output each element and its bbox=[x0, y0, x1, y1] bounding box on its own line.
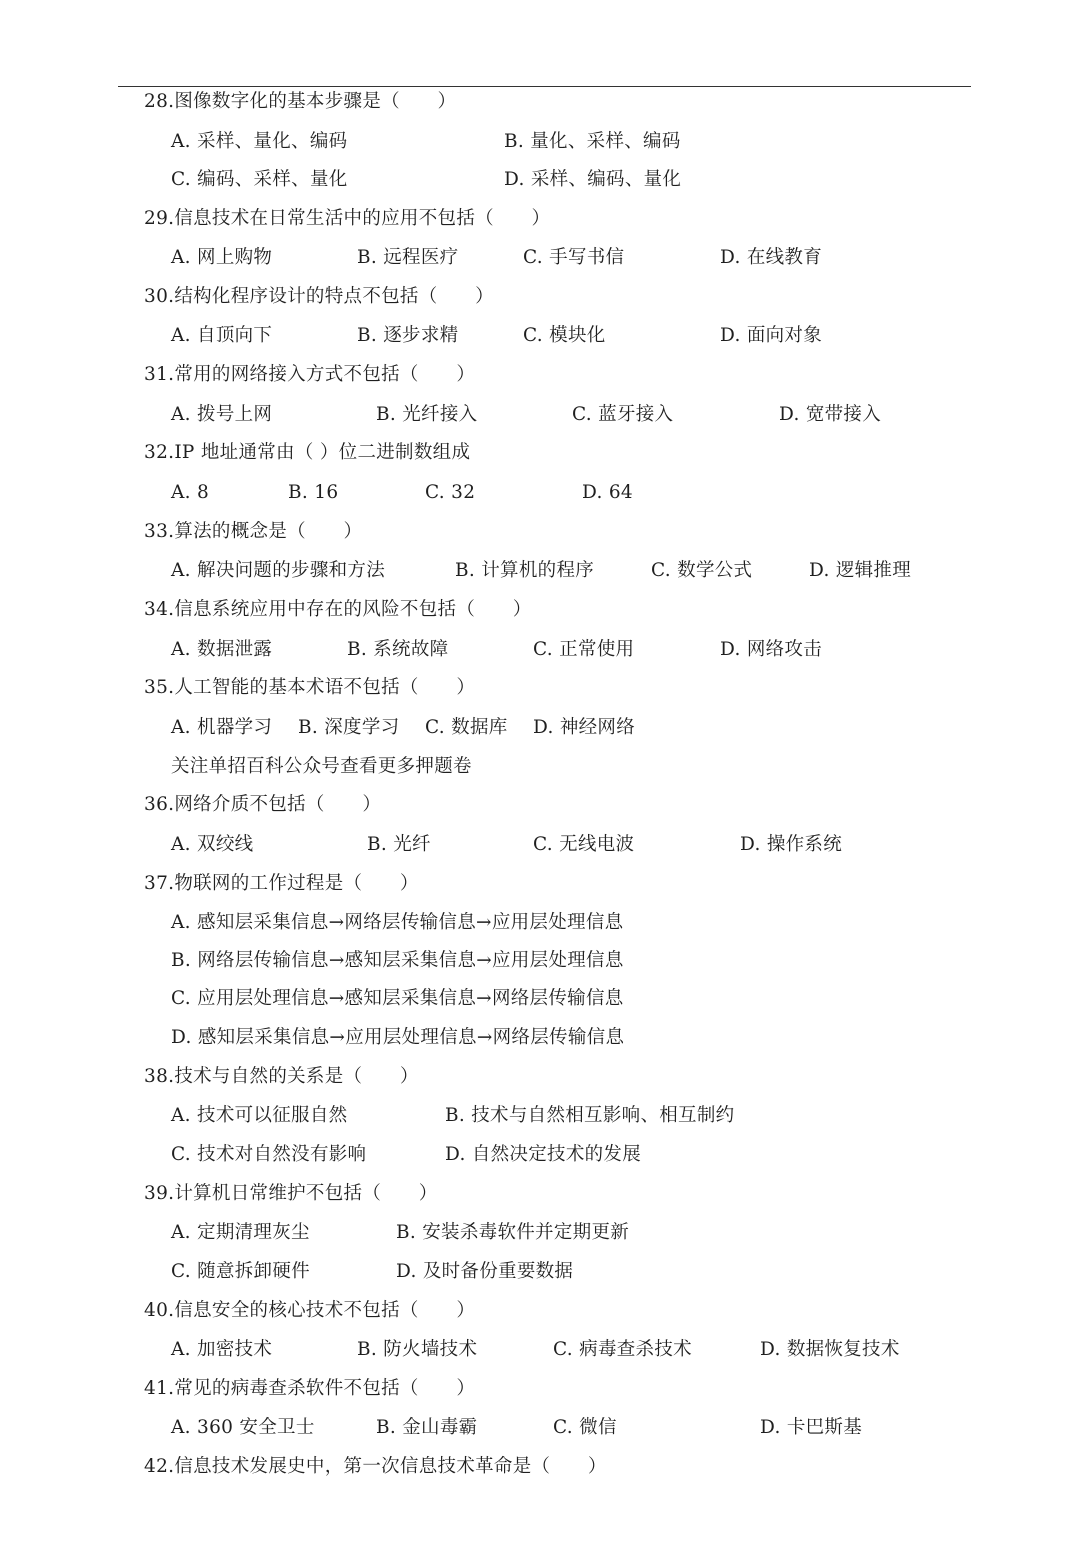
question-40-option-d[interactable]: D. 数据恢复技术 bbox=[760, 1339, 900, 1360]
question-35-option-b[interactable]: B. 深度学习 bbox=[298, 717, 400, 738]
question-29-stem: 29.信息技术在日常生活中的应用不包括（ ） bbox=[144, 208, 551, 229]
question-40-stem: 40.信息安全的核心技术不包括（ ） bbox=[144, 1300, 476, 1321]
question-38-option-b[interactable]: B. 技术与自然相互影响、相互制约 bbox=[445, 1105, 735, 1126]
question-31-option-b[interactable]: B. 光纤接入 bbox=[376, 404, 478, 425]
question-30-stem: 30.结构化程序设计的特点不包括（ ） bbox=[144, 286, 494, 307]
question-40-option-c[interactable]: C. 病毒查杀技术 bbox=[553, 1339, 692, 1360]
promo-note: 关注单招百科公众号查看更多押题卷 bbox=[171, 756, 472, 777]
question-28-stem: 28.图像数字化的基本步骤是（ ） bbox=[144, 91, 457, 112]
question-36-stem: 36.网络介质不包括（ ） bbox=[144, 794, 382, 815]
question-39-option-d[interactable]: D. 及时备份重要数据 bbox=[396, 1261, 574, 1282]
question-35-stem: 35.人工智能的基本术语不包括（ ） bbox=[144, 677, 476, 698]
question-32-option-c[interactable]: C. 32 bbox=[425, 482, 476, 503]
question-29-option-d[interactable]: D. 在线教育 bbox=[720, 247, 823, 268]
question-31-option-c[interactable]: C. 蓝牙接入 bbox=[572, 404, 674, 425]
question-33-option-a[interactable]: A. 解决问题的步骤和方法 bbox=[171, 560, 386, 581]
question-38-option-c[interactable]: C. 技术对自然没有影响 bbox=[171, 1144, 367, 1165]
question-28-option-c[interactable]: C. 编码、采样、量化 bbox=[171, 169, 348, 190]
question-41-stem: 41.常见的病毒查杀软件不包括（ ） bbox=[144, 1378, 476, 1399]
question-28-option-d[interactable]: D. 采样、编码、量化 bbox=[504, 169, 682, 190]
question-28-option-a[interactable]: A. 采样、量化、编码 bbox=[171, 131, 348, 152]
question-33-stem: 33.算法的概念是（ ） bbox=[144, 521, 363, 542]
question-34-option-c[interactable]: C. 正常使用 bbox=[533, 639, 635, 660]
question-30-option-c[interactable]: C. 模块化 bbox=[523, 325, 606, 346]
question-36-option-a[interactable]: A. 双绞线 bbox=[171, 834, 254, 855]
question-39-option-b[interactable]: B. 安装杀毒软件并定期更新 bbox=[396, 1222, 630, 1243]
question-41-option-c[interactable]: C. 微信 bbox=[553, 1417, 617, 1438]
question-29-option-b[interactable]: B. 远程医疗 bbox=[357, 247, 459, 268]
question-41-option-b[interactable]: B. 金山毒霸 bbox=[376, 1417, 478, 1438]
question-30-option-b[interactable]: B. 逐步求精 bbox=[357, 325, 459, 346]
question-34-option-a[interactable]: A. 数据泄露 bbox=[171, 639, 273, 660]
question-36-option-b[interactable]: B. 光纤 bbox=[367, 834, 431, 855]
question-39-option-a[interactable]: A. 定期清理灰尘 bbox=[171, 1222, 310, 1243]
question-36-option-c[interactable]: C. 无线电波 bbox=[533, 834, 635, 855]
question-37-option-d[interactable]: D. 感知层采集信息→应用层处理信息→网络层传输信息 bbox=[171, 1027, 625, 1048]
question-33-option-b[interactable]: B. 计算机的程序 bbox=[455, 560, 595, 581]
question-41-option-d[interactable]: D. 卡巴斯基 bbox=[760, 1417, 863, 1438]
question-36-option-d[interactable]: D. 操作系统 bbox=[740, 834, 843, 855]
question-35-option-a[interactable]: A. 机器学习 bbox=[171, 717, 273, 738]
question-28-option-b[interactable]: B. 量化、采样、编码 bbox=[504, 131, 681, 152]
question-32-option-d[interactable]: D. 64 bbox=[582, 482, 633, 503]
question-32-stem: 32.IP 地址通常由（ ）位二进制数组成 bbox=[144, 442, 471, 463]
question-39-option-c[interactable]: C. 随意拆卸硬件 bbox=[171, 1261, 310, 1282]
question-33-option-c[interactable]: C. 数学公式 bbox=[651, 560, 753, 581]
question-38-option-d[interactable]: D. 自然决定技术的发展 bbox=[445, 1144, 642, 1165]
question-35-option-c[interactable]: C. 数据库 bbox=[425, 717, 508, 738]
question-30-option-a[interactable]: A. 自顶向下 bbox=[171, 325, 273, 346]
question-34-option-b[interactable]: B. 系统故障 bbox=[347, 639, 449, 660]
question-40-option-a[interactable]: A. 加密技术 bbox=[171, 1339, 273, 1360]
question-37-option-a[interactable]: A. 感知层采集信息→网络层传输信息→应用层处理信息 bbox=[171, 912, 624, 933]
question-38-option-a[interactable]: A. 技术可以征服自然 bbox=[171, 1105, 348, 1126]
question-38-stem: 38.技术与自然的关系是（ ） bbox=[144, 1066, 419, 1087]
question-39-stem: 39.计算机日常维护不包括（ ） bbox=[144, 1183, 438, 1204]
question-31-option-d[interactable]: D. 宽带接入 bbox=[779, 404, 882, 425]
question-37-option-c[interactable]: C. 应用层处理信息→感知层采集信息→网络层传输信息 bbox=[171, 988, 624, 1009]
question-32-option-a[interactable]: A. 8 bbox=[171, 482, 210, 503]
question-29-option-a[interactable]: A. 网上购物 bbox=[171, 247, 273, 268]
question-31-option-a[interactable]: A. 拨号上网 bbox=[171, 404, 273, 425]
question-33-option-d[interactable]: D. 逻辑推理 bbox=[809, 560, 912, 581]
question-41-option-a[interactable]: A. 360 安全卫士 bbox=[171, 1417, 315, 1438]
question-37-option-b[interactable]: B. 网络层传输信息→感知层采集信息→应用层处理信息 bbox=[171, 950, 624, 971]
question-34-stem: 34.信息系统应用中存在的风险不包括（ ） bbox=[144, 599, 532, 620]
question-30-option-d[interactable]: D. 面向对象 bbox=[720, 325, 823, 346]
question-29-option-c[interactable]: C. 手写书信 bbox=[523, 247, 625, 268]
question-40-option-b[interactable]: B. 防火墙技术 bbox=[357, 1339, 478, 1360]
question-37-stem: 37.物联网的工作过程是（ ） bbox=[144, 873, 419, 894]
question-34-option-d[interactable]: D. 网络攻击 bbox=[720, 639, 823, 660]
question-35-option-d[interactable]: D. 神经网络 bbox=[533, 717, 636, 738]
question-42-stem: 42.信息技术发展史中，第一次信息技术革命是（ ） bbox=[144, 1456, 607, 1477]
question-31-stem: 31.常用的网络接入方式不包括（ ） bbox=[144, 364, 476, 385]
question-32-option-b[interactable]: B. 16 bbox=[288, 482, 339, 503]
